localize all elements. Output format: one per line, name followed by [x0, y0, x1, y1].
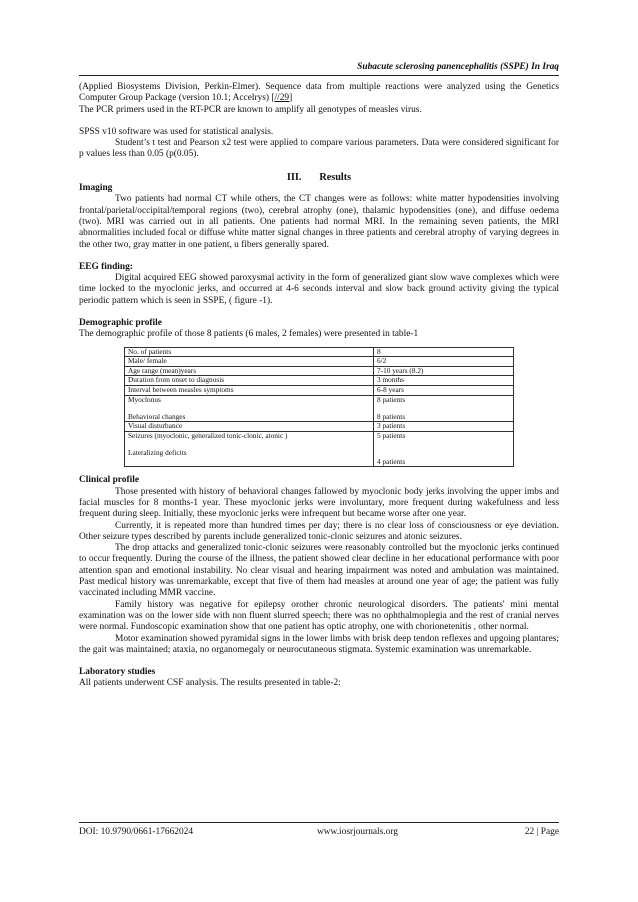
clinical-paragraph-5: Motor examination showed pyramidal signs in the lower limbs with brisk deep tendon reflexes and upgoing plantares; the gait was maintained; ataxia, no organomegaly or neurocutaneous stigmata. Systemic examination was unremarkable.	[79, 633, 559, 655]
table-cell-value: 6/2	[374, 357, 514, 367]
table-cell-label: Duration from onset to diagnosis	[125, 376, 374, 386]
table-cell-label: Seizures (myoclonic, generalized tonic-clonic, atonic ) Lateralizing deficits	[125, 431, 374, 466]
table-cell-value: 7-10 years (8.2)	[374, 366, 514, 376]
clinical-paragraph-4: Family history was negative for epilepsy orother chronic neurological disorders. The patients' mini mental examination was on the lower side with non fluent slurred speech; there was no ophthalmoplegia and the rest of cranial nerves were normal. Fundoscopic examination show that one patient has optic atrophy, one with chorionetenitis , other normal.	[79, 599, 559, 633]
laboratory-heading: Laboratory studies	[79, 667, 156, 678]
clinical-paragraph-1: Those presented with history of behavioral changes fallowed by myoclonic body jerks involving the upper imbs and facial muscles for 8 months-1 year. These myoclonic jerks were involuntary, more frequent during wakefulness and less frequent during sleep. Initially, these myoclonic jerks were infrequent but became worse after one year.	[79, 486, 559, 520]
methods-sequence-paragraph	[79, 82, 559, 105]
table-cell-value: 8	[374, 347, 514, 357]
table-cell-value: 3 patients	[374, 422, 514, 432]
results-section-title	[79, 172, 559, 183]
demographic-table-body	[125, 347, 514, 467]
table-cell-value: 8 patients 8 patients	[374, 395, 514, 422]
table-row	[125, 347, 514, 357]
imaging-heading: Imaging	[79, 183, 113, 194]
demographic-heading: Demographic profile	[79, 318, 162, 329]
demographic-table	[124, 347, 514, 468]
table-cell-label: Age range (mean)years	[125, 366, 374, 376]
page-content	[79, 82, 559, 690]
table-cell-label: Interval between measles symptoms	[125, 386, 374, 396]
laboratory-paragraph: All patients underwent CSF analysis. The results presented in table-2:	[79, 678, 341, 689]
table-cell-label: Male/ female	[125, 357, 374, 367]
section-number: III.	[286, 171, 302, 183]
table-row	[125, 386, 514, 396]
table-cell-value: 6-8 years	[374, 386, 514, 396]
methods-tests-paragraph: Student’s t test and Pearson x2 test were applied to compare various parameters. Data were considered significant for p values less than 0.05 (p(0.05).	[79, 138, 559, 160]
table-row	[125, 431, 514, 466]
demographic-paragraph: The demographic profile of those 8 patients (6 males, 2 females) were presented in table-1	[79, 329, 419, 340]
section-name: Results	[319, 171, 352, 183]
imaging-paragraph: Two patients had normal CT while others, the CT changes were as follows: white matter hypodensities involving frontal/parietal/occipital/temporal regions (two), cerebral atrophy (one), thalamic hypodensities (one), and diffuse oedema (two). MRI was carried out in all patients. One patients had normal MRI. In the remaining seven patients, the MRI abnormalities included focal or diffuse white matter signal changes in three patients and cerebral atrophy of varying degrees in the other two, gray matter in one patient, u fibers generally spared.	[79, 194, 559, 250]
header-rule	[79, 75, 559, 76]
eeg-paragraph: Digital acquired EEG showed paroxysmal activity in the form of generalized giant slow wave complexes which were time locked to the myoclonic jerks, and occurred at 4-6 seconds interval and slow back ground activity giving the typical periodic pattern which is seen in SSPE, ( figure -1).	[79, 273, 559, 306]
table-cell-label: Myoclonus Behavioral changes	[125, 395, 374, 422]
footer-website: www.iosrjournals.org	[317, 827, 398, 837]
methods-primers-paragraph: The PCR primers used in the RT-PCR are known to amplify all genotypes of measles virus.	[79, 104, 422, 115]
clinical-heading: Clinical profile	[79, 475, 139, 486]
table-row	[125, 357, 514, 367]
clinical-paragraph-2: Currently, it is repeated more than hundred times per day; there is no clear loss of consciousness or eye deviation. Other seizure types described by parents include generalized tonic-clonic seizures and atonic seizures.	[79, 520, 559, 542]
methods-spss-paragraph: SPSS v10 software was used for statistical analysis.	[79, 126, 274, 137]
reference-link[interactable]: //29	[274, 93, 290, 104]
table-cell-value: 5 patients 4 patients	[374, 431, 514, 466]
methods-sequence-close: ]	[289, 93, 293, 104]
table-cell-value: 3 months	[374, 376, 514, 386]
table-cell-label: Visual disturbance	[125, 422, 374, 432]
footer-doi: DOI: 10.9790/0661-17662024	[79, 827, 194, 837]
eeg-heading: EEG finding:	[79, 261, 133, 272]
methods-sequence-text: (Applied Biosystems Division, Perkin-Elmer). Sequence data from multiple reactions were analyzed using the Genetics Computer Group Package (version 10.1; Accelrys) [	[79, 82, 559, 104]
footer-rule	[79, 822, 559, 823]
running-title: Subacute sclerosing panencephalitis (SSPE) In Iraq	[357, 62, 559, 72]
clinical-paragraph-3: The drop attacks and generalized tonic-clonic seizures were reasonably controlled but the myoclonic jerks continued to occur frequently. During the course of the illness, the patient showed clear decline in her educational performance with poor attention span and emotional instability. No clear visual and hearing impairment was noted and ambulation was maintained. Past medical history was unremarkable, except that five of them had measles at around one year of age; the patient was fully vaccinated including MMR vaccine.	[79, 543, 559, 599]
footer-page-number: 22 | Page	[524, 827, 559, 837]
table-cell-label: No. of patients	[125, 347, 374, 357]
table-row	[125, 395, 514, 422]
